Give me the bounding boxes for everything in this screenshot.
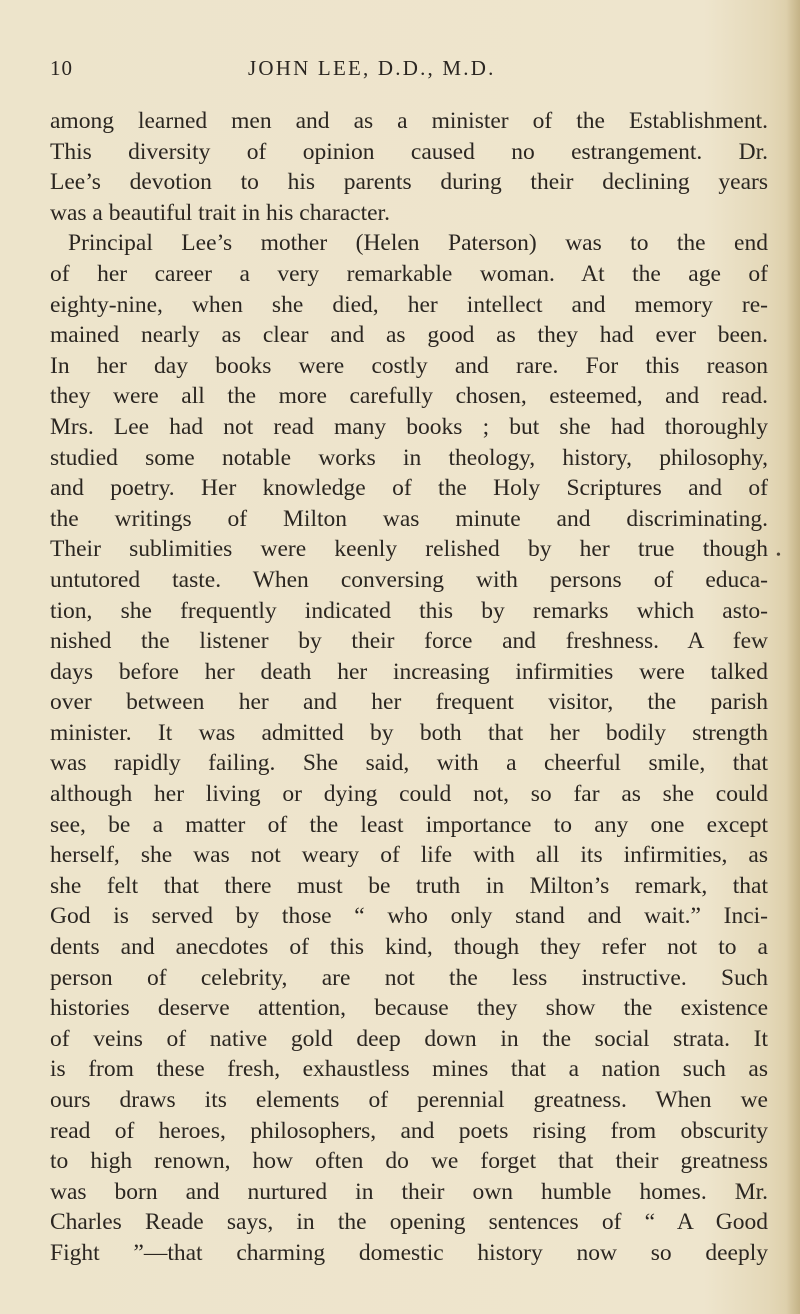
text-line: Charles Reade says, in the opening sentences of “ A Good xyxy=(50,1209,768,1236)
text-line: was a beautiful trait in his character. xyxy=(50,199,390,226)
page-edge-shadow xyxy=(786,0,800,1314)
text-line: Fight ”—that charming domestic history now so deeply xyxy=(50,1239,768,1266)
running-head: JOHN LEE, D.D., M.D. xyxy=(248,56,496,80)
text-line: Mrs. Lee had not read many books ; but she had thoroughly xyxy=(50,413,768,440)
text-line: dents and anecdotes of this kind, though they refer not to a xyxy=(50,934,768,961)
text-line: nished the listener by their force and freshness. A few xyxy=(50,628,768,655)
text-line: of veins of native gold deep down in the social strata. It xyxy=(50,1025,768,1052)
text-line: among learned men and as a minister of the Establishment. xyxy=(50,108,768,134)
body-text xyxy=(50,106,768,1269)
text-line: to high renown, how often do we forget that their greatness xyxy=(50,1148,768,1175)
text-line: In her day books were costly and rare. For this reason xyxy=(50,352,768,379)
text-line: was born and nurtured in their own humble homes. Mr. xyxy=(50,1178,768,1205)
text-line: the writings of Milton was minute and discriminating. xyxy=(50,505,768,532)
text-line: herself, she was not weary of life with all its infirmities, as xyxy=(50,842,768,869)
text-line: mained nearly as clear and as good as they had ever been. xyxy=(50,322,768,349)
text-line: studied some notable works in theology, history, philosophy, xyxy=(50,444,768,471)
text-line: days before her death her increasing infirmities were talked xyxy=(50,658,768,685)
text-line: she felt that there must be truth in Milton’s remark, that xyxy=(50,872,768,899)
text-line: minister. It was admitted by both that her bodily strength xyxy=(50,719,768,746)
text-line: of her career a very remarkable woman. At the age of xyxy=(50,260,768,287)
text-line: Lee’s devotion to his parents during their declining years xyxy=(50,169,768,196)
text-line: eighty-nine, when she died, her intellect and memory re- xyxy=(50,291,768,318)
text-line: and poetry. Her knowledge of the Holy Scriptures and of xyxy=(50,475,768,502)
text-line: read of heroes, philosophers, and poets rising from obscurity xyxy=(50,1117,768,1144)
text-line: God is served by those “ who only stand and wait.” Inci- xyxy=(50,903,768,930)
text-line: they were all the more carefully chosen, esteemed, and read. xyxy=(50,383,768,410)
text-line: was rapidly failing. She said, with a cheerful smile, that xyxy=(50,750,768,777)
page-number: 10 xyxy=(50,56,73,80)
text-line: see, be a matter of the least importance to any one except xyxy=(50,811,768,838)
text-line: although her living or dying could not, so far as she could xyxy=(50,781,768,808)
text-line: is from these fresh, exhaustless mines that a nation such as xyxy=(50,1056,768,1083)
text-line: untutored taste. When conversing with persons of educa- xyxy=(50,566,768,593)
text-line: This diversity of opinion caused no estrangement. Dr. xyxy=(50,138,768,165)
text-line: tion, she frequently indicated this by remarks which asto- xyxy=(50,597,768,624)
margin-mark: • xyxy=(776,548,781,563)
paragraph-start-line: Principal Lee’s mother (Helen Paterson) was to the end xyxy=(68,230,768,257)
text-line: person of celebrity, are not the less instructive. Such xyxy=(50,964,768,991)
text-line: over between her and her frequent visitor, the parish xyxy=(50,689,768,716)
page-header xyxy=(0,56,800,86)
text-line: ours draws its elements of perennial greatness. When we xyxy=(50,1087,768,1113)
text-line: histories deserve attention, because they show the existence xyxy=(50,995,768,1022)
text-line: Their sublimities were keenly relished by her true though xyxy=(50,536,768,563)
